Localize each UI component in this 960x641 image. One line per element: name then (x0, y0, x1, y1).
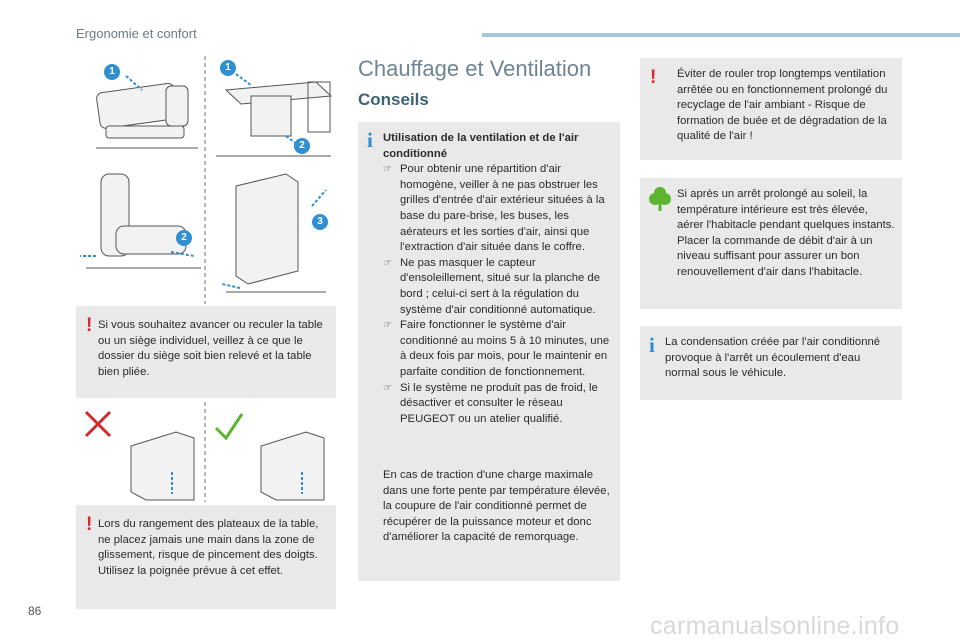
callout-2: 2 (294, 138, 310, 154)
leaf-icon (649, 186, 671, 212)
list-item: ☞ Si le système ne produit pas de froid, le désactiver et consulter le réseau PEUGEOT ou un atelier qualifié. (383, 381, 615, 428)
info-icon: i (649, 333, 655, 357)
correct-icon (216, 414, 242, 438)
alert-icon: ! (86, 315, 93, 336)
ventilation-heading: Utilisation de la ventilation et de l'air conditionné (383, 132, 579, 160)
list-item: ☞ Pour obtenir une répartition d'air homogène, veiller à ne pas obstruer les grilles d'entrée d'air extérieur situées à la base du pare-brise, les buses, les aérateurs et les sorties d'air, ainsi que l'extraction d'air située dans le coffre. (383, 162, 615, 256)
list-item: ☞ Ne pas masquer le capteur d'ensoleillement, situé sur la planche de bord ; celui-ci sert à la régulation du système d'air conditionné automatique. (383, 256, 615, 318)
table-warning-text: Si vous souhaitez avancer ou reculer la table ou un siège individuel, veillez à ce que le dossier du siège soit bien relevé et la table bien pliée. (98, 319, 323, 378)
section-subtitle: Conseils (358, 90, 429, 109)
ventilation-bullet-list (383, 162, 615, 427)
recycle-warning-box (640, 58, 902, 160)
callout-3: 3 (312, 214, 328, 230)
eco-line-1: Si après un arrêt prolongé au soleil, la température intérieure est très élevée, aérer l'habitacle pendant quelques instants. (677, 188, 895, 232)
eco-advice-text (677, 187, 897, 281)
section-title: Chauffage et Ventilation (358, 56, 592, 81)
seat-table-drawing (76, 56, 336, 304)
tray-warning-box (76, 505, 336, 609)
ventilation-content (383, 131, 615, 427)
ventilation-info-box (358, 122, 620, 581)
header-title: Ergonomie et confort (76, 26, 197, 41)
info-icon: i (367, 128, 373, 152)
condensation-info-box (640, 326, 902, 400)
seat-table-illustration (76, 56, 336, 304)
eco-advice-box (640, 178, 902, 309)
callout-1: 1 (220, 60, 236, 76)
recycle-warning-text: Éviter de rouler trop longtemps ventilation arrêtée ou en fonctionnement prolongé du recyclage de l'air ambiant - Risque de formation de buée et de dégradation de la qualité de l'air ! (677, 68, 888, 143)
callout-2: 2 (176, 230, 192, 246)
ventilation-paragraph: En cas de traction d'une charge maximale dans une forte pente par température élevée, la coupure de l'air conditionné permet de récupérer de la puissance moteur et donc d'améliorer la capacité de remorquage. (383, 469, 610, 544)
watermark-logo: carmanualsonline.info (650, 612, 900, 640)
callout-1: 1 (104, 64, 120, 80)
alert-icon: ! (650, 67, 657, 88)
alert-icon: ! (86, 514, 93, 535)
hand-placement-drawing (76, 402, 336, 502)
eco-line-2: Placer la commande de débit d'air à un niveau suffisant pour assurer un bon renouvellement d'air dans l'habitacle. (677, 234, 873, 278)
tray-warning-text: Lors du rangement des plateaux de la table, ne placez jamais une main dans la zone de glissement, risque de pincement des doigts. Utilisez la poignée prévue à cet effet. (98, 518, 319, 577)
wrong-icon (86, 412, 110, 436)
condensation-info-text: La condensation créée par l'air conditionné provoque à l'arrêt un écoulement d'eau normal sous le véhicule. (665, 336, 881, 380)
table-warning-box (76, 306, 336, 398)
header-accent-bar (482, 33, 960, 37)
hand-placement-illustration (76, 402, 336, 502)
list-item: ☞ Faire fonctionner le système d'air conditionné au moins 5 à 10 minutes, une à deux fois par mois, pour le maintenir en parfaite condition de fonctionnement. (383, 318, 615, 380)
page-number: 86 (28, 604, 42, 618)
